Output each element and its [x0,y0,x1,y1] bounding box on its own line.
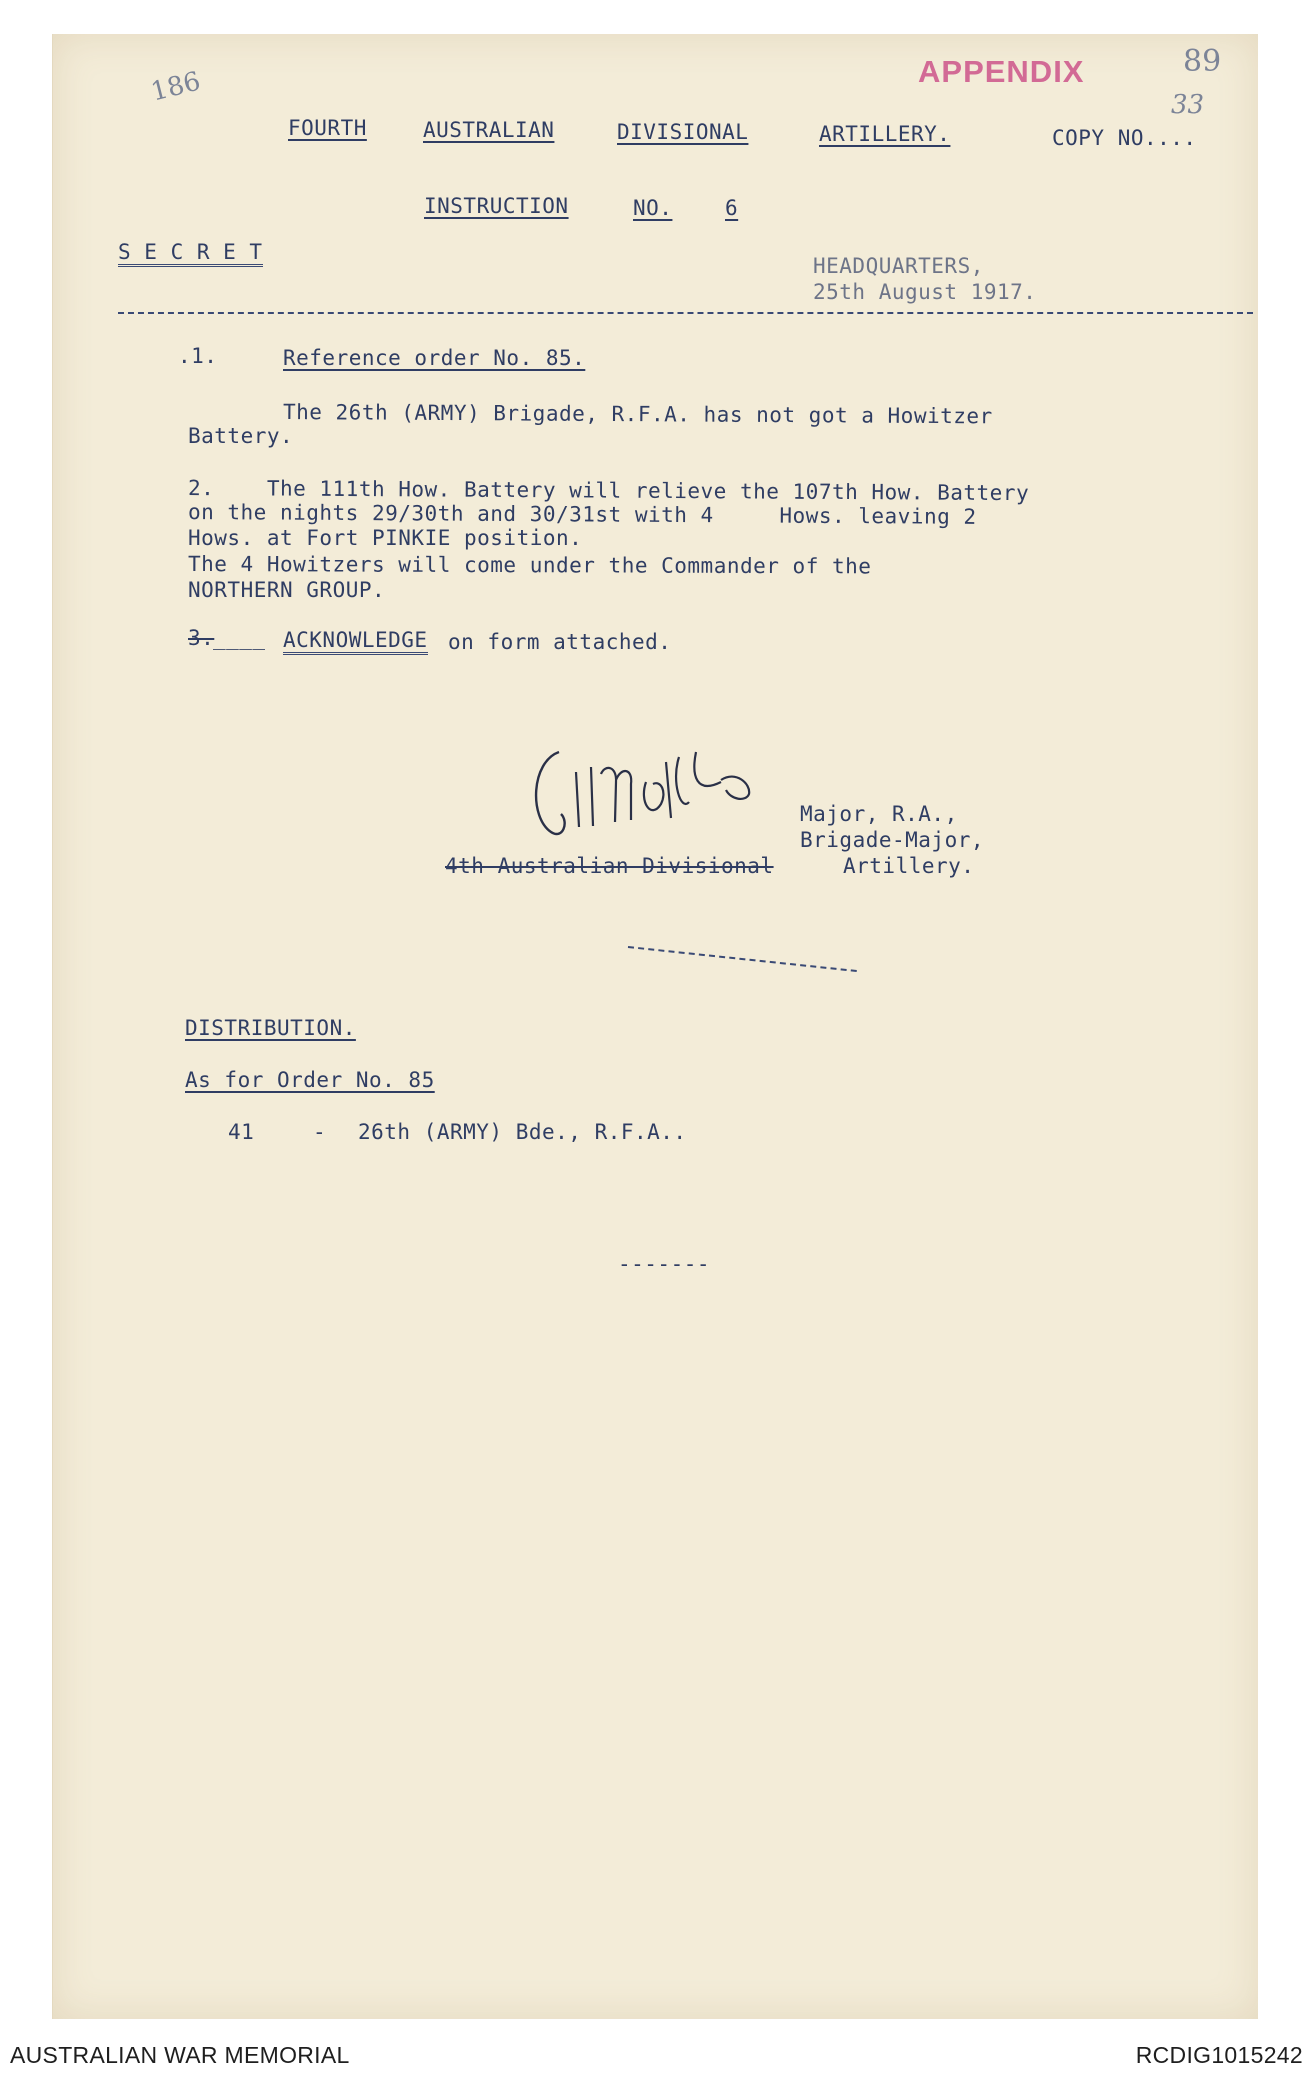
signatory-role: Brigade-Major, [800,828,985,852]
para-2-line-5: NORTHERN GROUP. [188,578,386,602]
signatory-rank: Major, R.A., [800,802,958,826]
para-2-line-4: The 4 Howitzers will come under the Commander of the [187,552,872,579]
distribution-dash: - [313,1120,327,1144]
header-word-4: ARTILLERY. [819,122,951,146]
para-1-line-1: The 26th (ARMY) Brigade, R.F.A. has not got a Howitzer [282,400,993,429]
instruction-no-label: NO. [633,196,673,220]
appendix-stamp: APPENDIX [918,54,1085,89]
classification-secret: S E C R E T [118,240,263,267]
distribution-heading: DISTRIBUTION. [185,1016,356,1040]
signatory-unit-tail: Artillery. [843,854,975,878]
para-2-line-2: on the nights 29/30th and 30/31st with 4 Hows. leaving 2 [187,500,977,529]
instruction-label: INSTRUCTION [424,194,569,218]
document-page [52,34,1258,2019]
issue-date: 25th August 1917. [813,280,1037,304]
instruction-number: 6 [725,196,739,220]
handwritten-signature [521,722,841,842]
para-3-strike-dash: ____ [213,626,266,650]
end-mark: ------- [618,1252,711,1276]
copy-number-handwritten: 33 [1171,90,1205,120]
para-2-line-3: Hows. at Fort PINKIE position. [188,526,583,550]
copy-number-label: COPY NO.... [1052,126,1197,150]
distribution-copy-number: 41 [228,1120,255,1144]
distribution-unit: 26th (ARMY) Bde., R.F.A.. [358,1120,687,1144]
header-divider [118,312,1253,314]
para-1-title: Reference order No. 85. [283,346,586,370]
footer-left: AUSTRALIAN WAR MEMORIAL [10,2042,350,2068]
distribution-line-1: As for Order No. 85 [185,1068,435,1092]
folio-number-left: 186 [148,66,204,108]
header-word-1: FOURTH [288,116,367,140]
headquarters-label: HEADQUARTERS, [813,254,984,278]
para-3-number: 3. [188,626,215,650]
header-word-3: DIVISIONAL [617,120,749,144]
footer-right: RCDIG1015242 [1135,2042,1303,2068]
para-3-text: on form attached. [448,630,672,654]
para-1-number: .1. [178,344,218,368]
folio-number-right: 89 [1183,44,1222,79]
header-word-2: AUSTRALIAN [423,118,555,142]
signature-mark [521,722,841,842]
para-2-line-1: 2. The 111th How. Battery will relieve the 107th How. Battery [187,476,1030,506]
para-1-line-2: Battery. [188,424,294,448]
para-3-keyword: ACKNOWLEDGE [283,628,428,655]
signatory-unit-struck: 4th Australian Divisional [445,854,774,878]
signature-divider [628,946,857,972]
